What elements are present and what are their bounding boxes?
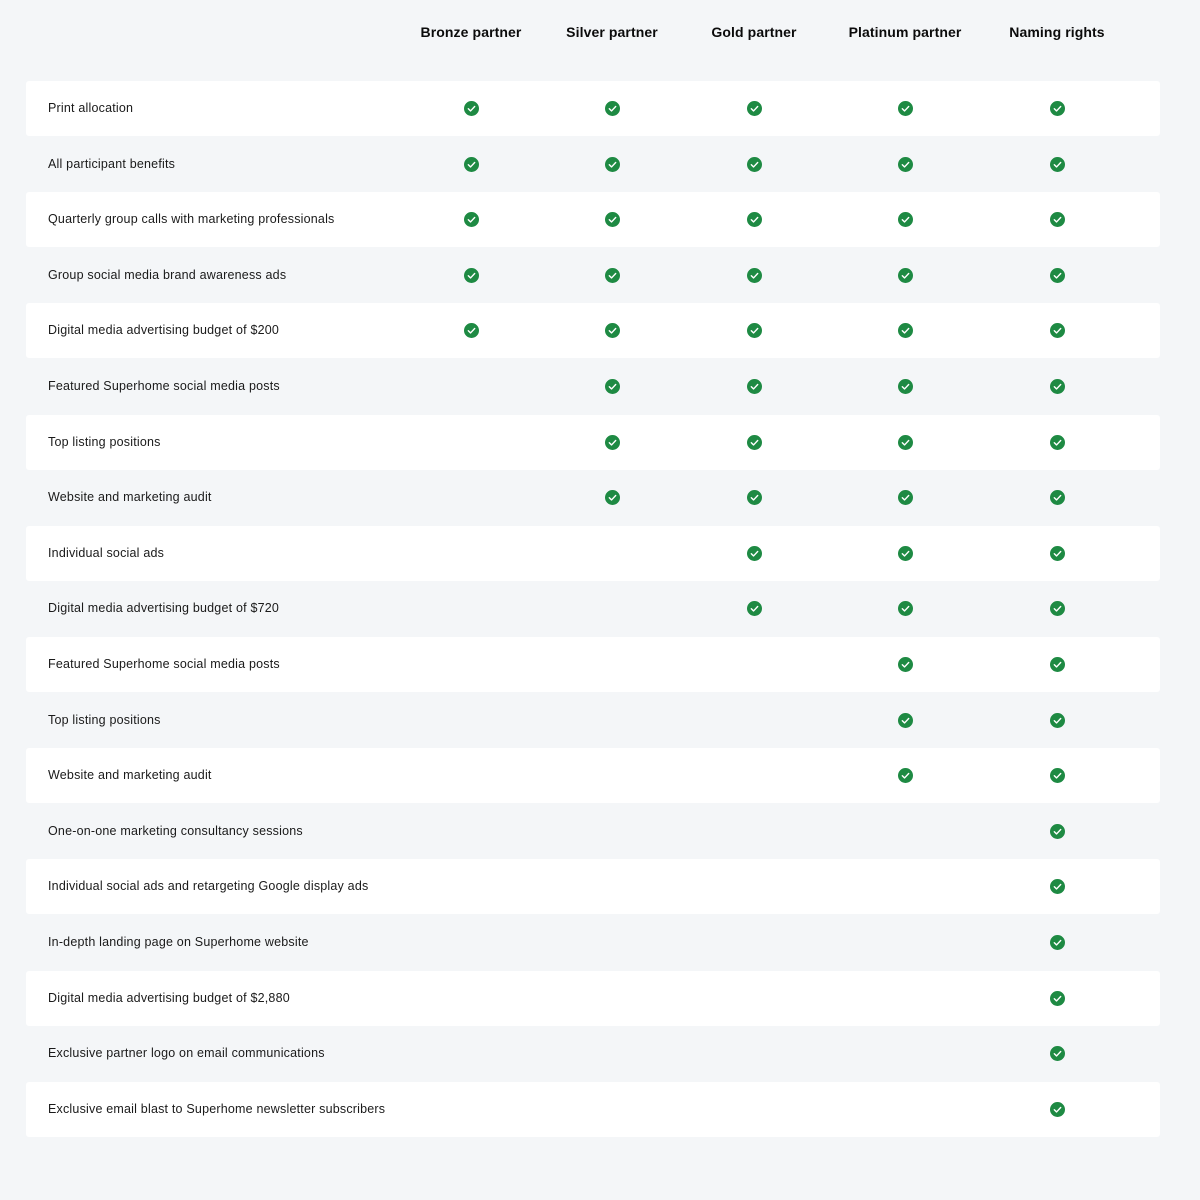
check-circle-icon	[898, 157, 913, 172]
column-header-bronze: Bronze partner	[420, 24, 522, 40]
table-row	[26, 1026, 1160, 1081]
row-label: Top listing positions	[48, 712, 161, 727]
row-label: Individual social ads and retargeting Google display ads	[48, 879, 369, 894]
row-label: Featured Superhome social media posts	[48, 379, 280, 393]
check-circle-icon	[464, 157, 479, 172]
check-circle-icon	[1050, 991, 1065, 1006]
check-circle-icon	[898, 268, 913, 283]
check-circle-icon	[898, 713, 913, 728]
check-circle-icon	[605, 323, 620, 338]
column-header-platinum: Platinum partner	[848, 24, 962, 40]
check-circle-icon	[898, 657, 913, 672]
check-circle-icon	[898, 435, 913, 450]
check-circle-icon	[1050, 157, 1065, 172]
check-circle-icon	[747, 601, 762, 616]
check-circle-icon	[605, 379, 620, 394]
row-label: In-depth landing page on Superhome website	[48, 935, 309, 949]
check-circle-icon	[1050, 824, 1065, 839]
table-header	[0, 0, 1200, 66]
table-row	[26, 637, 1160, 692]
check-circle-icon	[1050, 601, 1065, 616]
check-circle-icon	[747, 268, 762, 283]
table-row	[26, 248, 1160, 303]
check-circle-icon	[605, 435, 620, 450]
check-circle-icon	[605, 101, 620, 116]
check-circle-icon	[464, 101, 479, 116]
check-circle-icon	[1050, 768, 1065, 783]
check-circle-icon	[1050, 713, 1065, 728]
check-circle-icon	[898, 490, 913, 505]
table-row	[26, 192, 1160, 247]
row-label: Exclusive email blast to Superhome newsletter subscribers	[48, 1101, 386, 1116]
check-circle-icon	[1050, 435, 1065, 450]
check-circle-icon	[464, 212, 479, 227]
row-label: All participant benefits	[48, 156, 176, 171]
check-circle-icon	[1050, 379, 1065, 394]
check-circle-icon	[747, 157, 762, 172]
check-circle-icon	[1050, 879, 1065, 894]
table-row	[26, 415, 1160, 470]
row-label: Digital media advertising budget of $200	[48, 323, 280, 338]
row-label: Exclusive partner logo on email communications	[48, 1046, 325, 1061]
check-circle-icon	[605, 490, 620, 505]
table-row	[26, 748, 1160, 803]
check-circle-icon	[747, 323, 762, 338]
check-circle-icon	[747, 490, 762, 505]
row-label: Quarterly group calls with marketing professionals	[48, 212, 335, 227]
check-circle-icon	[898, 212, 913, 227]
table-row	[26, 81, 1160, 136]
table-row	[26, 859, 1160, 914]
check-circle-icon	[898, 768, 913, 783]
row-label: Group social media brand awareness ads	[48, 267, 287, 282]
row-label: Individual social ads	[48, 545, 165, 560]
check-circle-icon	[898, 101, 913, 116]
check-circle-icon	[1050, 546, 1065, 561]
column-header-silver: Silver partner	[566, 24, 658, 40]
table-row	[26, 359, 1160, 414]
check-circle-icon	[747, 435, 762, 450]
row-label: One-on-one marketing consultancy sessions	[48, 823, 303, 838]
column-header-gold: Gold partner	[711, 24, 797, 40]
table-row	[26, 1082, 1160, 1137]
table-row	[26, 581, 1160, 636]
table-row	[26, 137, 1160, 192]
check-circle-icon	[1050, 323, 1065, 338]
check-circle-icon	[464, 323, 479, 338]
check-circle-icon	[747, 546, 762, 561]
check-circle-icon	[1050, 490, 1065, 505]
check-circle-icon	[605, 268, 620, 283]
table-row	[26, 915, 1160, 970]
check-circle-icon	[464, 268, 479, 283]
table-row	[26, 526, 1160, 581]
check-circle-icon	[605, 157, 620, 172]
table-row	[26, 303, 1160, 358]
check-circle-icon	[747, 212, 762, 227]
check-circle-icon	[1050, 935, 1065, 950]
check-circle-icon	[1050, 212, 1065, 227]
table-row	[26, 470, 1160, 525]
row-label: Website and marketing audit	[48, 768, 212, 783]
row-label: Top listing positions	[48, 434, 161, 449]
check-circle-icon	[1050, 268, 1065, 283]
row-label: Digital media advertising budget of $2,880	[48, 990, 290, 1005]
check-circle-icon	[898, 546, 913, 561]
check-circle-icon	[898, 601, 913, 616]
check-circle-icon	[1050, 1102, 1065, 1117]
check-circle-icon	[898, 323, 913, 338]
row-label: Print allocation	[48, 101, 134, 115]
check-circle-icon	[1050, 657, 1065, 672]
check-circle-icon	[1050, 1046, 1065, 1061]
check-circle-icon	[747, 101, 762, 116]
row-label: Featured Superhome social media posts	[48, 657, 280, 671]
table-row	[26, 971, 1160, 1026]
check-circle-icon	[898, 379, 913, 394]
check-circle-icon	[1050, 101, 1065, 116]
table-row	[26, 804, 1160, 859]
row-label: Digital media advertising budget of $720	[48, 601, 280, 616]
table-row	[26, 693, 1160, 748]
check-circle-icon	[605, 212, 620, 227]
column-header-naming-rights: Naming rights	[1009, 24, 1105, 40]
check-circle-icon	[747, 379, 762, 394]
row-label: Website and marketing audit	[48, 490, 212, 505]
